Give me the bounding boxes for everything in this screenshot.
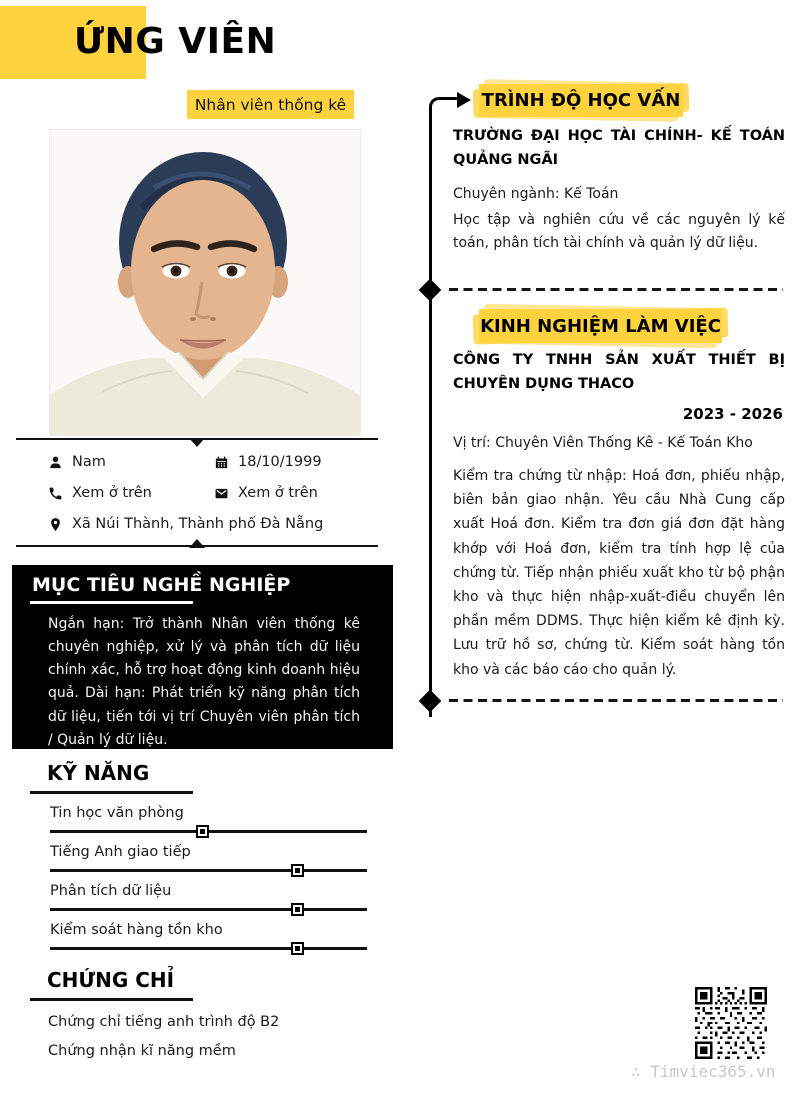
- education-heading-badge: [479, 84, 683, 117]
- skills-section: [30, 761, 377, 950]
- dashed-divider: [449, 288, 783, 291]
- education-description: Học tập và nghiên cứu về các nguyên lý kế toán, phân tích tài chính và quản lý dữ liệu.: [453, 212, 785, 252]
- skill-bar: [50, 869, 367, 872]
- objective-panel: [12, 565, 393, 749]
- education-major: Chuyên ngành: Kế Toán: [453, 186, 619, 202]
- location-pin-icon: [48, 517, 72, 532]
- education-heading: TRÌNH ĐỘ HỌC VẤN: [481, 90, 681, 111]
- skill-level-marker: [291, 942, 304, 955]
- certificates-heading: CHỨNG CHỈ: [47, 968, 175, 992]
- skill-label: Tiếng Anh giao tiếp: [50, 843, 191, 860]
- skill-item: [50, 883, 367, 911]
- profile-fields: [14, 440, 380, 545]
- skill-item: [50, 922, 367, 950]
- skill-item: [50, 844, 367, 872]
- skill-level-marker: [291, 864, 304, 877]
- certificates-section: [30, 968, 377, 1059]
- profile-info-panel: [14, 438, 380, 547]
- therefore-icon: ∴: [631, 1062, 641, 1081]
- skill-bar: [50, 908, 367, 911]
- address-value: Xã Núi Thành, Thành phố Đà Nẵng: [72, 516, 324, 532]
- certificate-item: Chứng nhận kĩ năng mềm: [48, 1042, 236, 1059]
- certificates-underline: [30, 998, 193, 1001]
- brand-text: Timviec365.vn: [650, 1062, 776, 1081]
- objective-body: Ngắn hạn: Trở thành Nhân viên thống kê chuyên nghiệp, xử lý và phân tích dữ liệu chính xác, hỗ trợ hoạt động kinh doanh hiệu quả. Dài hạn: Phát triển kỹ năng phân tích dữ liệu, tiến tới vị trí Chuyên viên phân tích / Quản lý dữ liệu.: [48, 615, 360, 748]
- page-title: ỨNG VIÊN: [74, 21, 277, 62]
- experience-position: Vị trí: Chuyên Viên Thống Kê - Kế Toán Kho: [453, 435, 753, 451]
- envelope-icon: [214, 486, 238, 501]
- role-badge: Nhân viên thống kê: [187, 90, 354, 119]
- objective-underline: [30, 601, 193, 604]
- person-icon: [48, 455, 72, 470]
- dashed-divider: [449, 699, 783, 702]
- dob-value: 18/10/1999: [238, 454, 322, 470]
- phone-value: Xem ở trên: [72, 485, 152, 501]
- portrait-illustration: [50, 130, 360, 435]
- experience-heading-badge: [479, 309, 722, 343]
- triangle-down-icon: [189, 438, 205, 447]
- skill-item: [50, 805, 367, 833]
- calendar-icon: [214, 455, 238, 470]
- divider-bottom: [16, 545, 378, 547]
- skill-level-marker: [196, 825, 209, 838]
- email-value: Xem ở trên: [238, 485, 318, 501]
- experience-period: 2023 - 2026: [682, 405, 783, 423]
- triangle-up-icon: [189, 539, 205, 548]
- qr-code: [695, 987, 767, 1059]
- experience-company: CÔNG TY TNHH SẢN XUẤT THIẾT BỊ CHUYÊN DỤNG THACO: [453, 352, 785, 392]
- divider-top: [16, 438, 378, 440]
- skill-level-marker: [291, 903, 304, 916]
- skills-heading: KỸ NĂNG: [47, 761, 150, 785]
- skill-label: Kiểm soát hàng tồn kho: [50, 921, 223, 938]
- arrow-right-icon: [457, 92, 471, 108]
- skill-bar: [50, 830, 367, 833]
- certificate-item: Chứng chỉ tiếng anh trình độ B2: [48, 1013, 280, 1030]
- skill-bar: [50, 947, 367, 950]
- education-school: TRƯỜNG ĐẠI HỌC TÀI CHÍNH- KẾ TOÁN QUẢNG NGÃI: [453, 128, 785, 168]
- brand-watermark: [631, 1062, 776, 1081]
- skill-label: Phân tích dữ liệu: [50, 882, 172, 899]
- phone-icon: [48, 486, 72, 501]
- objective-heading: MỤC TIÊU NGHỀ NGHIỆP: [32, 574, 291, 596]
- skill-label: Tin học văn phòng: [50, 804, 184, 821]
- experience-heading: KINH NGHIỆM LÀM VIỆC: [480, 315, 721, 337]
- gender-value: Nam: [72, 454, 106, 470]
- candidate-photo: [50, 130, 360, 435]
- experience-description: Kiểm tra chứng từ nhập: Hoá đơn, phiếu nhập, biên bản giao nhận. Yêu cầu Nhà Cung cấp xuất Hoá đơn. Kiểm tra đơn giá đơn đặt hàng khớp với Hoá đơn, kiểm tra tính hợp lệ của chứng từ. Tiếp nhận phiếu xuất kho từ bộ phận kho và thực hiện nhập-xuất-điều chuyển lên phần mềm DDMS. Thực hiện kiểm kê định kỳ. Lưu trữ hồ sơ, chứng từ. Kiểm soát hàng tồn kho và các báo cáo cho quản lý.: [453, 468, 785, 678]
- skills-underline: [30, 791, 193, 794]
